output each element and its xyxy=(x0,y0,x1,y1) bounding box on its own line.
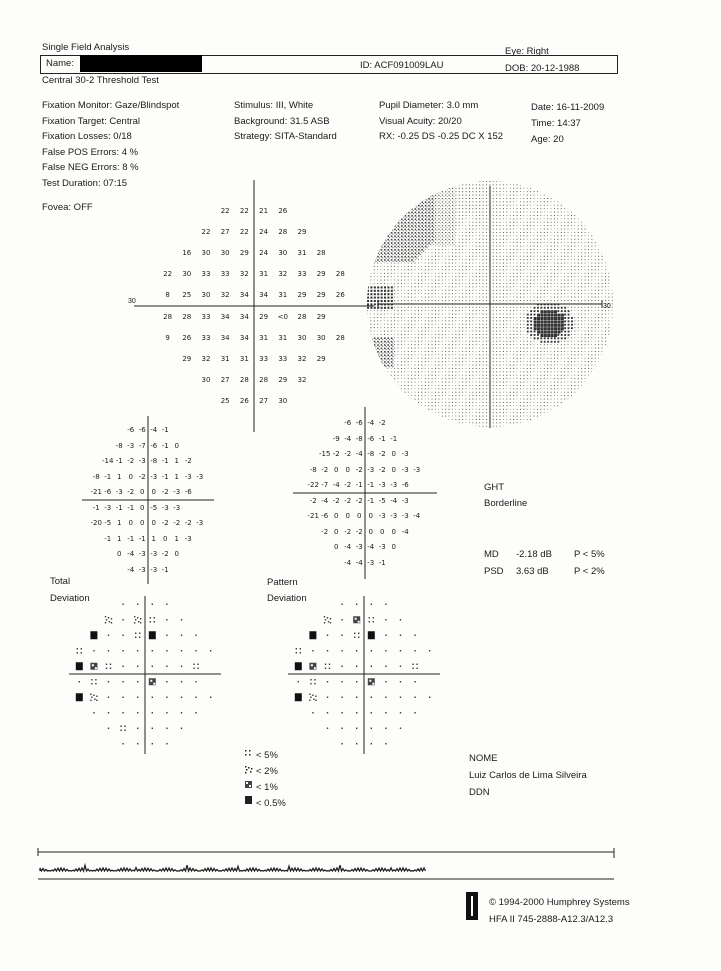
total-dev-value: 0 xyxy=(174,441,179,450)
total-dev-value: -2 xyxy=(161,519,169,528)
pattern-dev-value: -7 xyxy=(321,481,329,490)
total-dev-value: -3 xyxy=(184,534,192,543)
pattern-dev-value: -3 xyxy=(378,481,386,490)
eye-label: Eye: Right xyxy=(505,46,549,57)
pattern-dev-value: -4 xyxy=(355,450,363,459)
false-neg: False NEG Errors: 8 % xyxy=(42,162,139,173)
threshold-value: 34 xyxy=(220,333,230,342)
pattern-dev-value: -4 xyxy=(332,481,340,490)
threshold-value: 32 xyxy=(201,355,211,363)
total-dev-value: -1 xyxy=(161,426,169,435)
copyright-line: © 1994-2000 Humphrey Systems xyxy=(489,897,630,908)
fovea-label: Fovea: OFF xyxy=(42,202,93,213)
pattern-dev-value: -6 xyxy=(401,481,409,490)
total-dev-value: -8 xyxy=(150,457,158,466)
threshold-value: 34 xyxy=(239,291,249,300)
total-dev-value: -2 xyxy=(184,519,192,528)
pattern-dev-value: -3 xyxy=(401,465,409,474)
pattern-dev-value: -5 xyxy=(378,496,386,505)
total-dev-value: 0 xyxy=(117,550,122,559)
threshold-value: 21 xyxy=(259,206,269,215)
total-dev-value: -21 xyxy=(90,488,102,497)
threshold-value: 34 xyxy=(259,291,269,300)
threshold-value: 31 xyxy=(278,291,288,300)
threshold-value: 33 xyxy=(297,270,307,279)
pattern-dev-value: -1 xyxy=(355,481,363,490)
threshold-value: 28 xyxy=(182,312,192,321)
total-dev-value: -4 xyxy=(150,426,158,435)
ght-label: GHT xyxy=(484,482,505,493)
threshold-value: <0 xyxy=(277,312,288,321)
total-dev-value: 0 xyxy=(163,534,168,543)
patient-ddn: DDN xyxy=(469,787,490,798)
patient-name: Luiz Carlos de Lima Silveira xyxy=(469,770,587,781)
pattern-dev-value: 0 xyxy=(391,450,396,459)
total-dev-value: 1 xyxy=(174,534,179,543)
total-dev-value: -1 xyxy=(161,441,169,450)
pattern-dev-value: -1 xyxy=(378,434,386,443)
pattern-dev-value: -2 xyxy=(378,450,386,459)
threshold-value: 29 xyxy=(316,270,326,279)
pattern-dev-value: -4 xyxy=(401,527,409,536)
pattern-dev-value: -2 xyxy=(378,419,386,428)
pattern-dev-value: -2 xyxy=(332,496,340,505)
strategy: Strategy: SITA-Standard xyxy=(234,131,337,142)
pattern-dev-value: -4 xyxy=(321,496,329,505)
threshold-value: 28 xyxy=(259,376,269,385)
total-dev-value: -2 xyxy=(161,550,169,559)
total-dev-value: -1 xyxy=(127,503,135,512)
threshold-value: 30 xyxy=(220,249,230,257)
total-dev-value: -3 xyxy=(150,550,158,559)
total-dev-value: -3 xyxy=(138,457,146,466)
pattern-dev-value: -3 xyxy=(367,465,375,474)
threshold-value: 34 xyxy=(239,333,249,342)
total-dev-value: -3 xyxy=(127,441,135,450)
patient-name-label: NOME xyxy=(469,753,498,764)
pattern-dev-value: -3 xyxy=(355,543,363,552)
pattern-dev-value: -4 xyxy=(344,543,352,552)
threshold-value: 34 xyxy=(239,312,249,321)
pattern-dev-value: -2 xyxy=(344,481,352,490)
threshold-value: 28 xyxy=(297,312,307,321)
total-dev-value: -2 xyxy=(161,488,169,497)
threshold-value: 26 xyxy=(335,291,345,300)
total-dev-value: -2 xyxy=(127,488,135,497)
pupil: Pupil Diameter: 3.0 mm xyxy=(379,100,479,111)
pattern-dev-value: -2 xyxy=(321,527,329,536)
threshold-value: 25 xyxy=(182,291,192,300)
threshold-value: 29 xyxy=(239,249,249,257)
total-dev-value: 1 xyxy=(174,457,179,466)
total-dev-value: 1 xyxy=(151,534,156,543)
threshold-value: 29 xyxy=(316,312,326,321)
fixation-losses: Fixation Losses: 0/18 xyxy=(42,131,132,142)
legend-1: < 1% xyxy=(256,782,278,793)
threshold-value: 25 xyxy=(220,397,230,406)
pattern-dev-value: -8 xyxy=(367,450,375,459)
pattern-dev-value: -2 xyxy=(344,450,352,459)
threshold-value: 28 xyxy=(335,270,345,279)
pattern-dev-value: -4 xyxy=(390,496,398,505)
total-dev-value: 0 xyxy=(151,488,156,497)
pattern-dev-value: -6 xyxy=(321,512,329,521)
threshold-value: 27 xyxy=(220,227,230,236)
total-dev-value: -1 xyxy=(104,534,112,543)
pattern-dev-value: 0 xyxy=(391,543,396,552)
pattern-dev-value: 0 xyxy=(380,527,385,536)
pattern-dev-value: 0 xyxy=(345,465,350,474)
total-dev-value: 0 xyxy=(151,519,156,528)
threshold-value: 32 xyxy=(220,291,230,300)
threshold-value: 9 xyxy=(165,333,170,342)
pattern-dev-value: 0 xyxy=(391,465,396,474)
false-pos: False POS Errors: 4 % xyxy=(42,146,139,158)
report-title: Single Field Analysis xyxy=(42,42,130,53)
pattern-dev-value: -4 xyxy=(367,419,375,428)
threshold-value: 22 xyxy=(239,206,249,215)
pattern-dev-value: -2 xyxy=(378,465,386,474)
pattern-dev-value: -2 xyxy=(309,496,317,505)
pattern-dev-value: -21 xyxy=(307,512,319,521)
pattern-dev-value: -2 xyxy=(355,465,363,474)
threshold-value: 32 xyxy=(297,355,307,363)
total-dev-value: -3 xyxy=(115,488,123,497)
threshold-value: 30 xyxy=(201,376,211,385)
ght-value: Borderline xyxy=(484,498,528,509)
total-dev-value: -1 xyxy=(161,472,169,481)
stimulus: Stimulus: III, White xyxy=(234,100,314,111)
total-dev-value: -2 xyxy=(138,472,146,481)
psd-name: PSD xyxy=(484,566,504,577)
threshold-value: 22 xyxy=(201,227,211,236)
threshold-value: 28 xyxy=(163,312,173,321)
total-dev-value: -6 xyxy=(150,441,158,450)
test-date: Date: 16-11-2009 xyxy=(531,102,605,113)
pattern-dev-value: -6 xyxy=(344,419,352,428)
name-label: Name: xyxy=(46,58,74,69)
fixation-monitor: Fixation Monitor: Gaze/Blindspot xyxy=(42,100,180,111)
test-duration: Test Duration: 07:15 xyxy=(42,177,128,189)
threshold-value: 31 xyxy=(278,333,288,342)
threshold-value: 26 xyxy=(278,206,288,215)
pattern-dev-value: -8 xyxy=(355,434,363,443)
total-dev-value: -7 xyxy=(138,441,146,450)
fixation-target: Fixation Target: Central xyxy=(42,115,141,127)
threshold-value: 33 xyxy=(201,270,211,279)
legend-5: < 5% xyxy=(256,750,278,761)
total-dev-value: -6 xyxy=(127,426,135,435)
threshold-value: 22 xyxy=(220,206,230,215)
pattern-dev-value: -6 xyxy=(367,434,375,443)
threshold-value: 32 xyxy=(297,376,307,385)
threshold-value: 8 xyxy=(165,291,170,300)
total-dev-value: 0 xyxy=(140,519,145,528)
pattern-dev-value: 0 xyxy=(334,543,339,552)
pattern-dev-value: -2 xyxy=(332,450,340,459)
threshold-value: 32 xyxy=(239,270,249,279)
total-dev-value: -2 xyxy=(173,519,181,528)
pattern-dev-value: 0 xyxy=(368,512,373,521)
pattern-dev-value: -8 xyxy=(309,465,317,474)
total-dev-value: -5 xyxy=(104,519,112,528)
threshold-value: 30 xyxy=(182,270,192,279)
total-dev-value: 1 xyxy=(174,472,179,481)
pattern-dev-value: -3 xyxy=(401,512,409,521)
total-dev-value: 1 xyxy=(117,472,122,481)
total-dev-value: -1 xyxy=(127,534,135,543)
pattern-deviation-label: Pattern Deviation xyxy=(267,577,307,604)
threshold-value: 33 xyxy=(201,333,211,342)
background: Background: 31.5 ASB xyxy=(234,115,330,127)
threshold-value: 24 xyxy=(259,227,269,236)
total-dev-value: -1 xyxy=(115,457,123,466)
pattern-dev-value: -22 xyxy=(307,481,319,490)
threshold-value: 26 xyxy=(239,397,249,406)
threshold-value: 22 xyxy=(163,270,173,279)
total-dev-value: -3 xyxy=(184,472,192,481)
pattern-dev-value: 0 xyxy=(334,465,339,474)
psd-value: 3.63 dB xyxy=(516,566,549,577)
total-dev-value: -3 xyxy=(173,503,181,512)
pattern-dev-value: 0 xyxy=(368,527,373,536)
pattern-dev-value: -2 xyxy=(344,527,352,536)
pattern-dev-value: -1 xyxy=(367,481,375,490)
threshold-value: 30 xyxy=(297,333,307,342)
total-dev-value: -3 xyxy=(161,503,169,512)
total-dev-value: -3 xyxy=(150,565,158,574)
total-dev-value: -3 xyxy=(138,565,146,574)
threshold-value: 33 xyxy=(259,355,269,363)
threshold-value: 28 xyxy=(239,376,249,385)
threshold-value: 31 xyxy=(259,270,269,279)
pattern-dev-value: -3 xyxy=(401,496,409,505)
pattern-dev-value: -3 xyxy=(378,512,386,521)
total-dev-value: 0 xyxy=(140,488,145,497)
pattern-dev-value: -4 xyxy=(344,558,352,567)
total-dev-value: -1 xyxy=(104,472,112,481)
total-dev-value: -1 xyxy=(138,534,146,543)
total-dev-value: -1 xyxy=(161,457,169,466)
threshold-value: 30 xyxy=(316,333,326,342)
pattern-dev-value: 0 xyxy=(334,512,339,521)
total-dev-value: 0 xyxy=(128,519,133,528)
threshold-value: 31 xyxy=(220,355,230,363)
total-dev-value: -1 xyxy=(161,565,169,574)
threshold-value: 28 xyxy=(316,249,326,257)
psd-p: P < 2% xyxy=(574,566,605,577)
copyright xyxy=(489,894,630,928)
total-dev-value: -14 xyxy=(102,457,114,466)
threshold-value: 22 xyxy=(239,227,249,236)
total-dev-value: -1 xyxy=(115,503,123,512)
threshold-value: 29 xyxy=(297,291,307,300)
test-name: Central 30-2 Threshold Test xyxy=(42,75,159,86)
axis-label-left: 30 xyxy=(128,298,136,305)
pattern-dev-value: -3 xyxy=(367,558,375,567)
total-dev-value: -4 xyxy=(127,550,135,559)
total-dev-value: -3 xyxy=(138,550,146,559)
md-p: P < 5% xyxy=(574,549,605,560)
total-dev-value: 0 xyxy=(174,550,179,559)
pattern-dev-value: -3 xyxy=(413,465,421,474)
patient-age: Age: 20 xyxy=(531,134,564,145)
humphrey-logo-mark xyxy=(471,896,473,916)
total-dev-value: -3 xyxy=(104,503,112,512)
total-dev-value: -3 xyxy=(196,519,204,528)
md-name: MD xyxy=(484,549,499,560)
pattern-dev-value: -3 xyxy=(390,481,398,490)
legend-2: < 2% xyxy=(256,766,278,777)
threshold-value: 33 xyxy=(220,270,230,279)
pattern-dev-value: -2 xyxy=(355,527,363,536)
pattern-dev-value: -1 xyxy=(378,558,386,567)
threshold-value: 29 xyxy=(182,355,192,363)
rx: RX: -0.25 DS -0.25 DC X 152 xyxy=(379,131,504,142)
threshold-value: 33 xyxy=(278,355,288,363)
total-dev-value: -8 xyxy=(115,441,123,450)
threshold-value: 16 xyxy=(182,249,192,257)
total-dev-value: -5 xyxy=(150,503,158,512)
acuity: Visual Acuity: 20/20 xyxy=(379,115,462,127)
pattern-dev-value: -4 xyxy=(355,558,363,567)
pattern-dev-value: -1 xyxy=(367,496,375,505)
threshold-value: 31 xyxy=(297,249,307,257)
pattern-dev-value: -1 xyxy=(390,434,398,443)
pattern-dev-value: -3 xyxy=(390,512,398,521)
threshold-value: 28 xyxy=(335,333,345,342)
threshold-value: 31 xyxy=(239,355,249,363)
pattern-dev-value: -4 xyxy=(413,512,421,521)
threshold-value: 29 xyxy=(297,227,307,236)
total-dev-value: -1 xyxy=(92,503,100,512)
threshold-value: 27 xyxy=(259,397,269,406)
total-dev-value: -6 xyxy=(104,488,112,497)
md-value: -2.18 dB xyxy=(516,549,552,560)
dob-label: DOB: 20-12-1988 xyxy=(505,63,580,74)
total-dev-value: -3 xyxy=(150,472,158,481)
pattern-dev-value: -4 xyxy=(367,543,375,552)
threshold-value: 28 xyxy=(278,227,288,236)
pattern-dev-value: -3 xyxy=(401,450,409,459)
threshold-value: 29 xyxy=(278,376,288,385)
total-dev-value: -3 xyxy=(196,472,204,481)
pattern-dev-value: -2 xyxy=(321,465,329,474)
threshold-value: 32 xyxy=(278,270,288,279)
pattern-dev-value: 0 xyxy=(391,527,396,536)
pattern-dev-value: -2 xyxy=(344,496,352,505)
pattern-dev-value: 0 xyxy=(334,527,339,536)
pattern-dev-value: -3 xyxy=(378,543,386,552)
threshold-value: 24 xyxy=(259,249,269,257)
threshold-value: 30 xyxy=(201,291,211,300)
total-dev-value: 1 xyxy=(117,534,122,543)
threshold-value: 29 xyxy=(316,355,326,363)
total-dev-value: -2 xyxy=(184,457,192,466)
total-dev-value: 0 xyxy=(140,503,145,512)
threshold-value: 31 xyxy=(259,333,269,342)
device-line: HFA II 745-2888-A12.3/A12.3 xyxy=(489,914,614,925)
total-dev-value: -6 xyxy=(184,488,192,497)
threshold-value: 33 xyxy=(201,312,211,321)
pattern-dev-value: 0 xyxy=(345,512,350,521)
pattern-dev-value: -9 xyxy=(332,434,340,443)
threshold-value: 29 xyxy=(316,291,326,300)
threshold-value: 29 xyxy=(259,312,269,321)
threshold-value: 30 xyxy=(278,397,288,406)
threshold-value: 34 xyxy=(220,312,230,321)
test-time: Time: 14:37 xyxy=(531,118,581,129)
legend-05: < 0.5% xyxy=(256,798,286,809)
pattern-dev-value: -15 xyxy=(319,450,331,459)
total-dev-value: -3 xyxy=(173,488,181,497)
total-dev-value: 0 xyxy=(128,472,133,481)
total-dev-value: -8 xyxy=(92,472,100,481)
pattern-dev-value: 0 xyxy=(357,512,362,521)
total-dev-value: -20 xyxy=(90,519,102,528)
total-dev-value: -2 xyxy=(127,457,135,466)
patient-id: ID: ACF091009LAU xyxy=(360,60,444,71)
threshold-value: 26 xyxy=(182,333,192,342)
threshold-value: 30 xyxy=(278,249,288,257)
threshold-value: 30 xyxy=(201,249,211,257)
pattern-dev-value: -2 xyxy=(355,496,363,505)
total-dev-value: 1 xyxy=(117,519,122,528)
total-dev-value: -6 xyxy=(138,426,146,435)
pattern-dev-value: -4 xyxy=(344,434,352,443)
total-dev-value: -4 xyxy=(127,565,135,574)
threshold-value: 27 xyxy=(220,376,230,385)
pattern-dev-value: -6 xyxy=(355,419,363,428)
total-deviation-label: Total Deviation xyxy=(50,576,90,604)
axis-label-right: 30 xyxy=(603,303,611,310)
